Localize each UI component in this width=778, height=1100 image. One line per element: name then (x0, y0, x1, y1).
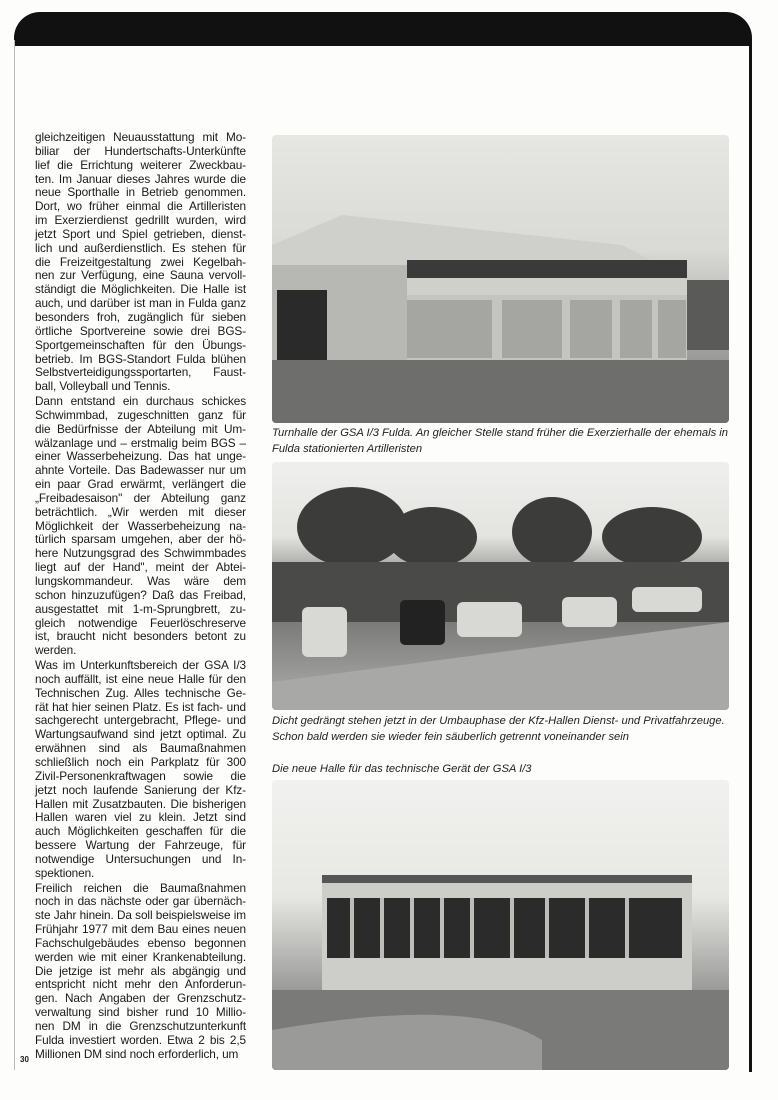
text-line: „Freibadesaison" der Abteilung ganz (35, 490, 246, 505)
text-line: die Bedürfnisse der Abteilung mit Um- (35, 421, 246, 436)
text-line: Millionen DM sind noch erforderlich, um (35, 1046, 239, 1061)
text-line: die Freizeitgestaltung zwei Kegelbah- (35, 254, 246, 269)
text-line: werden wie mit einer Krankenabteilung. (35, 949, 246, 964)
text-line: bessere Wartung der Fahrzeuge, für (35, 838, 246, 853)
left-border-rule (14, 40, 15, 1070)
text-line: Technischen Zug. Alles technische Ge- (35, 685, 246, 700)
text-line: jetzt noch laufende Sanierung der Kfz- (35, 782, 246, 797)
text-line: lich und außerdienstlich. Es stehen für (35, 240, 246, 255)
text-line: Die jetzige ist mehr als abgängig und (35, 963, 246, 978)
text-line: verwaltung sind bisher rund 10 Millio- (35, 1005, 246, 1020)
text-line: Schwimmbad, zugeschnitten ganz für (35, 407, 246, 422)
text-line: lungskommandeur. Was wäre dem (35, 574, 246, 588)
technical-hall-image (272, 780, 729, 1070)
text-line: ball, Volleyball und Tennis. (35, 379, 171, 394)
text-line: türlich sparsam umgehen, aber der hö- (35, 532, 246, 547)
article-text-column (35, 131, 246, 1063)
text-line: noch in das nächste oder gar übernäch- (35, 894, 246, 909)
text-line: biliar der Hundertschafts-Unterkünfte (35, 143, 246, 158)
article-paragraph (35, 395, 246, 658)
article-paragraph (35, 882, 246, 1062)
text-line: neue Sporthalle in Betrieb genommen. (35, 185, 246, 200)
photo-parking-lot (272, 462, 729, 710)
text-line: schon hinzuzufügen? Daß das Freibad, (35, 587, 246, 602)
text-line: ständigt die Möglichkeiten. Die Halle ist (35, 282, 246, 297)
text-line: sachgerecht untergebracht, Pflege- und (35, 713, 246, 728)
text-line: auch Möglichkeiten geschaffen für die (35, 824, 246, 839)
text-line: örtliche Sportvereine sowie drei BGS- (35, 323, 246, 338)
text-line: auch, und darüber ist man in Fulda ganz (35, 296, 246, 311)
text-line: ein paar Grad erwärmt, verlängert die (35, 477, 246, 492)
text-line: gleichzeitigen Neuausstattung mit Mo- (35, 130, 246, 144)
text-line: beträchtlich. „Wir werden mit dieser (35, 504, 246, 519)
text-line: im Exerzierdienst gedrillt wurden, wird (35, 213, 246, 228)
text-line: erwähnen sind als Baumaßnahmen (35, 741, 246, 756)
text-line: ausgestattet mit 1-m-Sprungbrett, zu- (35, 601, 246, 616)
text-line: Freilich reichen die Baumaßnahmen (35, 880, 246, 895)
text-line: ste Jahr hinein. Da soll beispielsweise im (35, 908, 246, 923)
right-border-rule (749, 40, 752, 1072)
text-line: nen DM in die Grenzschutzunterkunft (35, 1019, 246, 1033)
text-line: Wartungsaufwand sind jetzt optimal. Zu (35, 727, 246, 742)
text-line: ten. Im Januar dieses Jahres wurde die (35, 171, 246, 186)
caption-photo-1: Turnhalle der GSA I/3 Fulda. An gleicher Stelle stand früher die Exerzierhalle der ehemals in Fulda stationierten Artilleristen (272, 427, 729, 455)
text-line: schließlich noch ein Parkplatz für 300 (35, 754, 246, 769)
text-line: werden. (35, 643, 77, 658)
text-line: Was im Unterkunftsbereich der GSA I/3 (35, 658, 246, 673)
text-line: Möglichkeit der Wasserbeheizung na- (35, 518, 246, 533)
text-line: Dann entstand ein durchaus schickes (35, 394, 246, 409)
text-line: nen zur Verfügung, eine Sauna vervoll- (35, 268, 246, 283)
text-line: Hallen mit Zusatzbauten. Die bisherigen (35, 796, 246, 811)
text-line: here Nutzungsgrad des Schwimmbades (35, 546, 246, 561)
photo-gym-hall (272, 135, 729, 423)
text-line: noch auffällt, ist eine neue Halle für den (35, 671, 246, 686)
text-line: Zivil-Personenkraftwagen sowie die (35, 768, 246, 783)
text-line: wälzanlage und – erstmalig beim BGS – (35, 435, 246, 450)
text-line: Frühjahr 1977 mit dem Bau eines neuen (35, 922, 246, 937)
photo-technical-hall (272, 780, 729, 1070)
text-line: Dort, wo früher einmal die Artilleristen (35, 199, 246, 214)
header-band (14, 12, 752, 46)
text-line: betrieb. Im BGS-Standort Fulda blühen (35, 351, 246, 366)
text-line: Fachschulgebäudes ebenso begonnen (35, 935, 246, 950)
text-line: gleich notwendige Feuerlöschreserve (35, 615, 246, 630)
text-line: lief die Errichtung weiterer Zweckbau- (35, 157, 246, 172)
text-line: jetzt Sport und Spiel getrieben, dienst- (35, 226, 246, 241)
caption-photo-3: Die neue Halle für das technische Gerät der GSA I/3 (272, 763, 532, 775)
article-paragraph (35, 131, 246, 394)
text-line: gen. Nach Angaben der Grenzschutz- (35, 991, 246, 1006)
text-line: einer Wasserbeheizung. Das hat unge- (35, 449, 246, 464)
text-line: notwendige Untersuchungen und In- (35, 851, 246, 866)
article-paragraph (35, 659, 246, 881)
text-line: ist, braucht nicht besonders betont zu (35, 629, 246, 644)
text-line: spektionen. (35, 865, 95, 880)
text-line: Sportgemeinschaften für den Übungs- (35, 337, 246, 352)
text-line: Hallen waren viel zu klein. Jetzt sind (35, 810, 246, 825)
page-number: 30 (20, 1055, 29, 1064)
text-line: Fulda investiert worden. Etwa 2 bis 2,5 (35, 1032, 246, 1047)
text-line: rät hat hier seinen Platz. Es ist fach- und (35, 699, 246, 714)
parking-lot-image (272, 462, 729, 710)
caption-photo-2: Dicht gedrängt stehen jetzt in der Umbauphase der Kfz-Hallen Dienst- und Privatfahrzeuge. Schon bald werden sie wieder fein säuberlich getrennt voneinander sein (272, 715, 725, 743)
text-line: liegt auf der Hand", meint der Abtei- (35, 560, 246, 575)
text-line: entspricht nicht mehr den Anforderun- (35, 977, 246, 992)
gym-hall-image (272, 135, 729, 423)
text-line: Selbstverteidigungssportarten, Faust- (35, 365, 246, 380)
text-line: ahnte Vorteile. Das Badewasser nur um (35, 463, 246, 478)
text-line: besonders froh, zugänglich für sieben (35, 309, 246, 324)
